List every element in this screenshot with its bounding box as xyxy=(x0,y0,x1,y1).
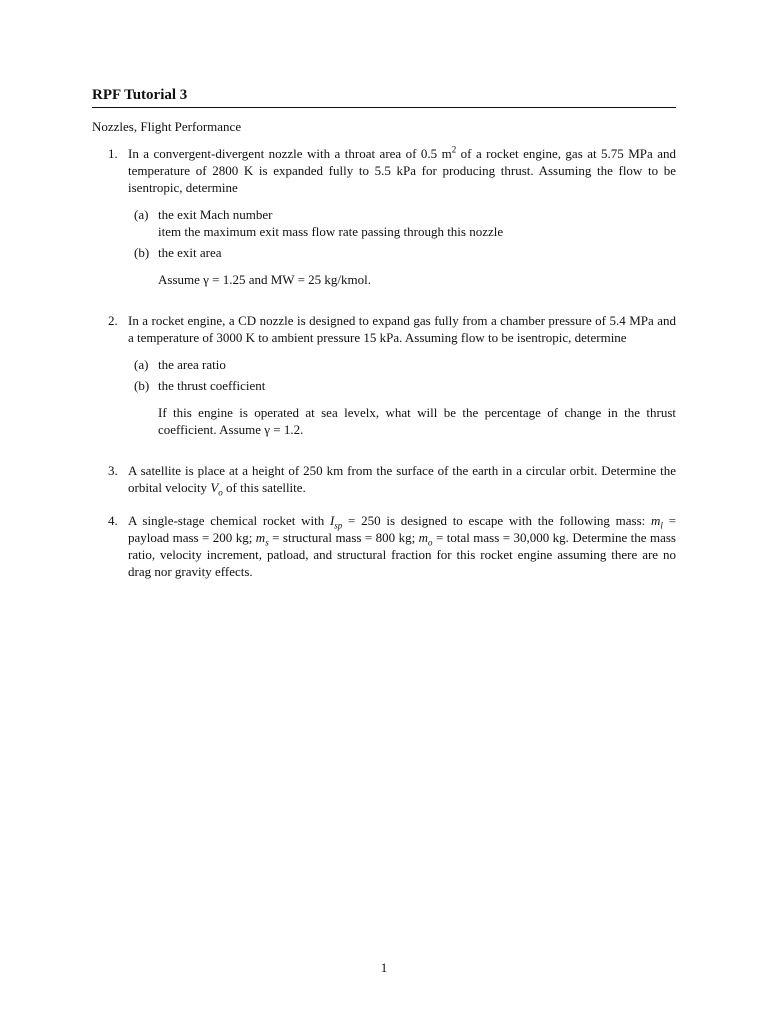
subitem xyxy=(128,206,676,240)
subitem-text: the thrust coefficient xyxy=(158,378,266,393)
problem-text: A single-stage chemical rocket with $I_{sp} = 250$ is designed to escape with the following mass: $m_l$ = payload mass = 200 kg; $m_s$ = structural mass = 800 kg; $m_o$ = total mass = 30,000 kg. Determine the mass ratio, velocity increment, patload, and structural fraction for this rocket engine assuming there are no drag nor gravity effects. xyxy=(128,513,676,579)
problem-number: 4. xyxy=(108,513,118,528)
problem-note: If this engine is operated at sea levelx, what will be the percentage of change in the thrust coefficient. Assume γ = 1.2. xyxy=(158,405,676,437)
problem-1 xyxy=(92,145,676,288)
problem-number: 2. xyxy=(108,313,118,328)
subitem xyxy=(128,377,676,394)
title-rule xyxy=(92,107,676,108)
problem-subitems xyxy=(128,356,676,394)
subitem-label: (a) xyxy=(134,207,149,222)
problem-4 xyxy=(92,512,676,580)
problem-text: In a convergent-divergent nozzle with a throat area of 0.5 $m^2$ of a rocket engine, gas at 5.75 MPa and temperature of 2800 K is expanded fully to 5.5 kPa for producing thrust. Assuming the flow to be isentropic, determine xyxy=(128,144,676,195)
problem-text: A satellite is place at a height of 250 km from the surface of the earth in a circular orbit. Determine the orbital velocity $V_o$ of this satellite. xyxy=(128,463,676,498)
problem-subitems xyxy=(128,206,676,261)
subitem-text: the exit area xyxy=(158,245,222,260)
problem-2 xyxy=(92,312,676,438)
subitem-label: (b) xyxy=(134,378,150,393)
subitem xyxy=(128,356,676,373)
problem-3 xyxy=(92,462,676,496)
subitem-label: (b) xyxy=(134,245,150,260)
problem-text: In a rocket engine, a CD nozzle is designed to expand gas fully from a chamber pressure of 5.4 MPa and a temperature of 3000 K to ambient pressure 15 kPa. Assuming flow to be isentropic, determine xyxy=(128,313,676,345)
problem-number: 1. xyxy=(108,146,118,161)
subitem-extra-text: item the maximum exit mass flow rate passing through this nozzle xyxy=(158,224,504,239)
page-title: RPF Tutorial 3 xyxy=(92,87,188,103)
subitem-label: (a) xyxy=(134,357,149,372)
page-subtitle: Nozzles, Flight Performance xyxy=(92,119,242,134)
page-number: 1 xyxy=(380,960,388,975)
subitem-text: the exit Mach number xyxy=(158,207,273,222)
document-page xyxy=(92,86,676,580)
problem-number: 3. xyxy=(108,463,118,478)
subitem xyxy=(128,244,676,261)
problem-note: Assume γ = 1.25 and MW = 25 kg/kmol. xyxy=(158,272,371,287)
subitem-text: the area ratio xyxy=(158,357,226,372)
